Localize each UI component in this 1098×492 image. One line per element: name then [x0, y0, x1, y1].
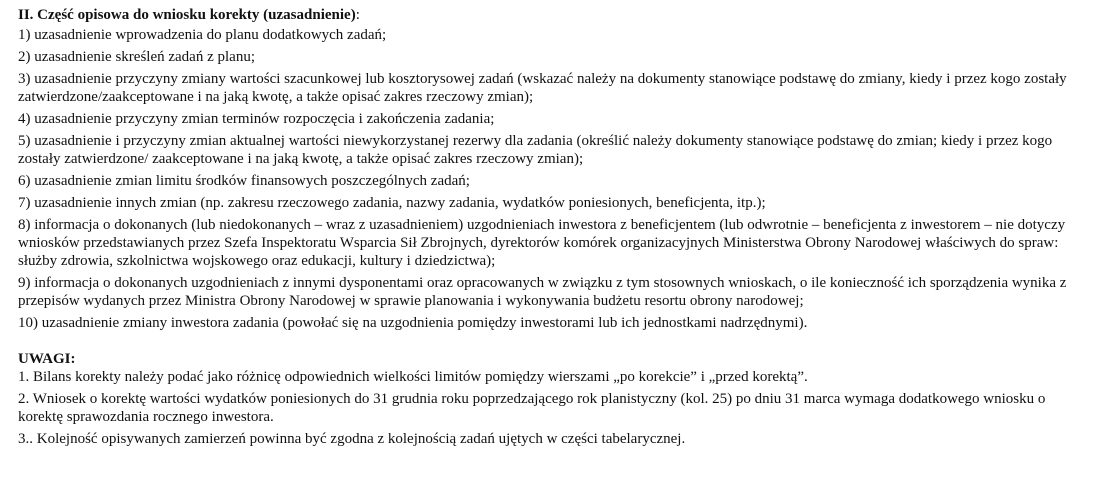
list-item: 9) informacja o dokonanych uzgodnieniach z innymi dysponentami oraz opracowanych w związku z tym stosownych wnioskach, o ile konieczność ich sporządzenia wynika z przepisów wydanych przez Ministra Obrony Narodowej w sprawie planowania i wykonywania budżetu resortu obrony narodowej;	[18, 275, 1067, 309]
remarks-list	[18, 368, 1082, 448]
list-item: 7) uzasadnienie innych zmian (np. zakresu rzeczowego zadania, nazwy zadania, wydatków poniesionych, beneficjenta, itp.);	[18, 195, 766, 211]
remark-item: 3.. Kolejność opisywanych zamierzeń powinna być zgodna z kolejnością zadań ujętych w części tabelarycznej.	[18, 431, 686, 447]
list-item: 10) uzasadnienie zmiany inwestora zadania (powołać się na uzgodnienia pomiędzy inwestorami lub ich jednostkami nadrzędnymi).	[18, 315, 808, 331]
justification-list	[18, 26, 1082, 332]
remark-item: 1. Bilans korekty należy podać jako różnicę odpowiednich wielkości limitów pomiędzy wierszami „po korekcie” i „przed korektą”.	[18, 369, 808, 385]
list-item: 1) uzasadnienie wprowadzenia do planu dodatkowych zadań;	[18, 27, 387, 43]
list-item: 6) uzasadnienie zmian limitu środków finansowych poszczególnych zadań;	[18, 173, 470, 189]
section-heading-title: II. Część opisowa do wniosku korekty (uzasadnienie)	[18, 7, 356, 23]
remark-item: 2. Wniosek o korektę wartości wydatków poniesionych do 31 grudnia roku poprzedzającego rok planistyczny (kol. 25) po dniu 31 marca wymaga dodatkowego wniosku o korektę sprawozdania rocznego inwestora.	[18, 391, 1046, 425]
list-item: 4) uzasadnienie przyczyny zmian terminów rozpoczęcia i zakończenia zadania;	[18, 111, 495, 127]
list-item: 8) informacja o dokonanych (lub niedokonanych – wraz z uzasadnieniem) uzgodnieniach inwestora z beneficjentem (lub odwrotnie – beneficjenta z inwestorem – nie dotyczy wniosków przedstawianych przez Szefa Inspektoratu Wsparcia Sił Zbrojnych, dyrektorów komórek organizacyjnych Ministerstwa Obrony Narodowej właściwych do spraw: służby zdrowia, szkolnictwa wojskowego oraz edukacji, kultury i dziedzictwa);	[18, 217, 1066, 269]
list-item: 2) uzasadnienie skreśleń zadań z planu;	[18, 49, 255, 65]
list-item: 5) uzasadnienie i przyczyny zmian aktualnej wartości niewykorzystanej rezerwy dla zadania (określić należy dokumenty stanowiące podstawę do zmian; kiedy i przez kogo zostały zatwierdzone/ zaakceptowane i na jaką kwotę, a także opisać zakres rzeczowy zmian);	[18, 133, 1053, 167]
remarks-heading: UWAGI:	[18, 351, 76, 367]
section-heading-colon: :	[355, 7, 360, 23]
document-page	[18, 6, 1082, 452]
list-item: 3) uzasadnienie przyczyny zmiany wartości szacunkowej lub kosztorysowej zadań (wskazać należy na dokumenty stanowiące podstawę do zmiany, kiedy i przez kogo zostały zatwierdzone/zaakceptowane i na jaką kwotę, a także opisać zakres rzeczowy zmian);	[18, 71, 1067, 105]
section-heading	[18, 6, 1082, 24]
